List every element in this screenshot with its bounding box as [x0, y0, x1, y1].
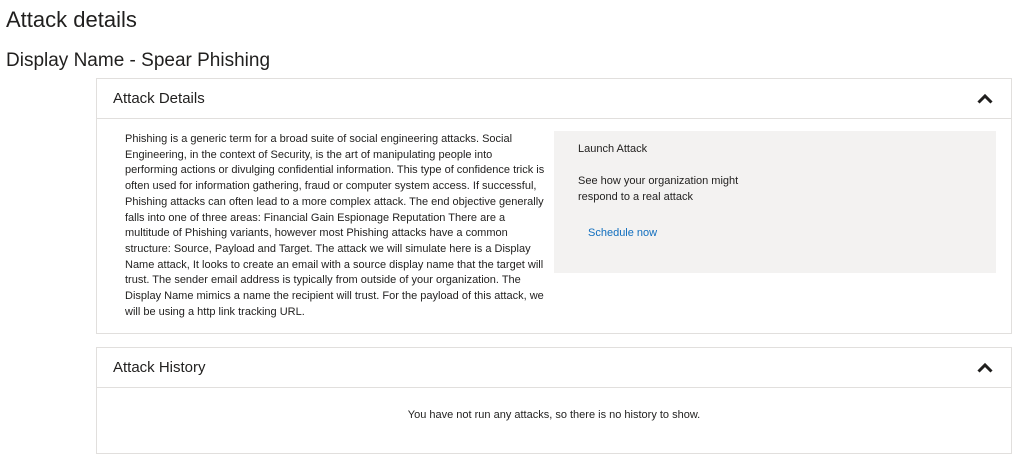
attack-history-panel	[96, 347, 1012, 454]
attack-details-header-title: Attack Details	[113, 89, 205, 107]
attack-history-header[interactable]	[97, 348, 1011, 388]
attack-details-panel	[96, 78, 1012, 334]
attack-details-header[interactable]	[97, 79, 1011, 119]
attack-description: Phishing is a generic term for a broad suite of social engineering attacks. Social Engineering, in the context of Security, is the art of manipulating people into performing actions or divulging confidential information. This type of confidence trick is often used for information gathering, fraud or computer system access. If successful, Phishing attacks can often lead to a more complex attack. The end objective generally falls into one of three areas: Financial Gain Espionage Reputation There are a multitude of Phishing variants, however most Phishing attacks have a common structure: Source, Payload and Target. The attack we will simulate here is a Display Name attack, It looks to create an email with a source display name that the target will trust. The sender email address is typically from outside of your organization. The Display Name mimics a name the recipient will trust. For the payload of this attack, we will be using a http link tracking URL.	[125, 133, 545, 318]
launch-attack-description: See how your organization might respond to a real attack	[578, 175, 739, 203]
page-title: Attack details	[6, 7, 137, 32]
launch-attack-card	[554, 131, 996, 273]
launch-attack-title: Launch Attack	[578, 143, 648, 155]
attack-history-header-title: Attack History	[113, 358, 206, 376]
chevron-up-icon[interactable]	[975, 358, 995, 378]
schedule-now-link[interactable]: Schedule now	[588, 227, 658, 239]
empty-history-message: You have not run any attacks, so there is no history to show.	[407, 409, 701, 421]
attack-name-heading: Display Name - Spear Phishing	[6, 50, 271, 71]
chevron-up-icon[interactable]	[975, 89, 995, 109]
